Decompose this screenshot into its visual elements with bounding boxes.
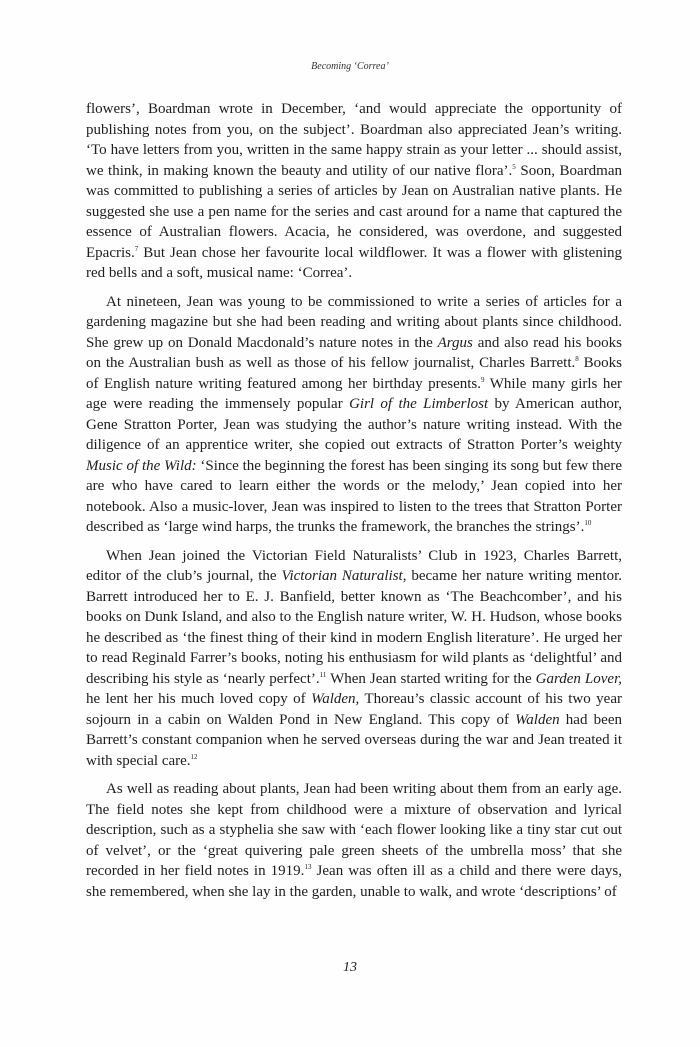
body-text — [86, 99, 622, 910]
text-run: At nineteen, Jean was young to be commissioned to write a series of articles for a gardening magazine but she had been reading and writing about plants since childhood. She grew up on Donald Macdonald’s nature notes in the — [86, 293, 622, 351]
footnote-ref: 8 — [575, 355, 579, 363]
italic-text: Garden Lover, — [535, 670, 623, 687]
text-run: Books of English nature writing featured among her birthday presents. — [86, 355, 622, 392]
footnote-ref: 12 — [190, 752, 198, 761]
text-run: While many girls her age were reading the immensely popular — [86, 375, 622, 412]
footnote-ref: 5 — [512, 162, 516, 171]
text-run: had been Barrett’s constant companion when he served overseas during the war and Jean treated it with special care. — [86, 711, 622, 769]
text-run: But Jean chose her favourite local wildflower. It was a flower with glistening red bells and a soft, musical name: ‘Correa’. — [86, 244, 622, 281]
text-run: he lent her his much loved copy of — [86, 691, 312, 707]
text-run: ‘Since the beginning the forest has been singing its song but few there are who have cared to learn either the words or the melody,’ Jean copied into her notebook. Also a music-lover, Jean was inspired to listen to the trees that Stratton Porter described as ‘large wind harps, the trunks the framework, the branches the strings’. — [86, 457, 622, 535]
text-run: As well as reading about plants, Jean had been writing about them from an early age. The field notes she kept from childhood were a mixture of observation and lyrical description, such as a styphelia she saw with ‘each flower looking like a tiny star cut out of velvet’, or the ‘great quivering pale green sheets of the umbrella moss’ that she recorded in her field notes in 1919. — [86, 781, 622, 879]
italic-text: Girl of the Limberlost — [349, 396, 489, 412]
text-run: flowers’, Boardman wrote in December, ‘and would appreciate the opportunity of publishing notes from you, on the subject’. Boardman also appreciated Jean’s writing. ‘To have letters from you, written in the same happy strain as your letter ... should assist, we think, in making known the beauty and utility of our native flora’. — [86, 101, 622, 179]
paragraph — [86, 546, 622, 772]
paragraph — [86, 779, 622, 902]
paragraph — [86, 99, 622, 284]
text-run: When Jean joined the Victorian Field Naturalists’ Club in 1923, Charles Barrett, editor of the club’s journal, the — [86, 547, 622, 584]
footnote-ref: 10 — [584, 519, 592, 527]
footnote-ref: 11 — [319, 670, 327, 679]
text-run: by American author, Gene Stratton Porter, Jean was studying the author’s nature writing instead. With the diligence of an apprentice writer, she copied out extracts of Stratton Porter’s weighty — [86, 396, 623, 453]
footnote-ref: 9 — [481, 375, 485, 384]
italic-text: Walden, — [311, 691, 360, 707]
text-run: When Jean started writing for the — [326, 670, 536, 687]
text-run: Soon, Boardman was committed to publishing a series of articles by Jean on Australian native plants. He suggested she use a pen name for the series and cast around for a name that captured the essence of Australian flowers. Acacia, he considered, was overdone, and suggested Epacris. — [86, 162, 622, 261]
running-header: Becoming ‘Correa’ — [311, 61, 389, 72]
italic-text: Walden — [515, 711, 560, 728]
paragraph — [86, 292, 622, 538]
text-run: became her nature writing mentor. Barrett introduced her to E. J. Banfield, better known as ‘The Beachcomber’, and his books on Dunk Island, and also to the English nature writer, W. H. Hudson, whose books he described as ‘the finest thing of their kind in modern English literature’. He urged her to read Reginald Farrer’s books, noting his enthusiasm for wild plants as ‘delightful’ and describing his style as ‘nearly perfect’. — [86, 568, 623, 687]
footnote-ref: 13 — [304, 863, 312, 871]
text-run: and also read his books on the Australian bush as well as those of his fellow journalist, Charles Barrett. — [86, 334, 622, 371]
text-run: Jean was often ill as a child and there were days, she remembered, when she lay in the garden, unable to walk, and wrote ‘descriptions’ of — [86, 863, 622, 900]
italic-text: Victorian Naturalist, — [281, 568, 407, 584]
italic-text: Argus — [437, 334, 473, 351]
italic-text: Music of the Wild: — [86, 457, 197, 474]
text-run: Thoreau’s classic account of his two year sojourn in a cabin on Walden Pond in New England. This copy of — [86, 691, 622, 728]
footnote-ref: 7 — [134, 244, 139, 253]
page-number: 13 — [343, 960, 357, 975]
